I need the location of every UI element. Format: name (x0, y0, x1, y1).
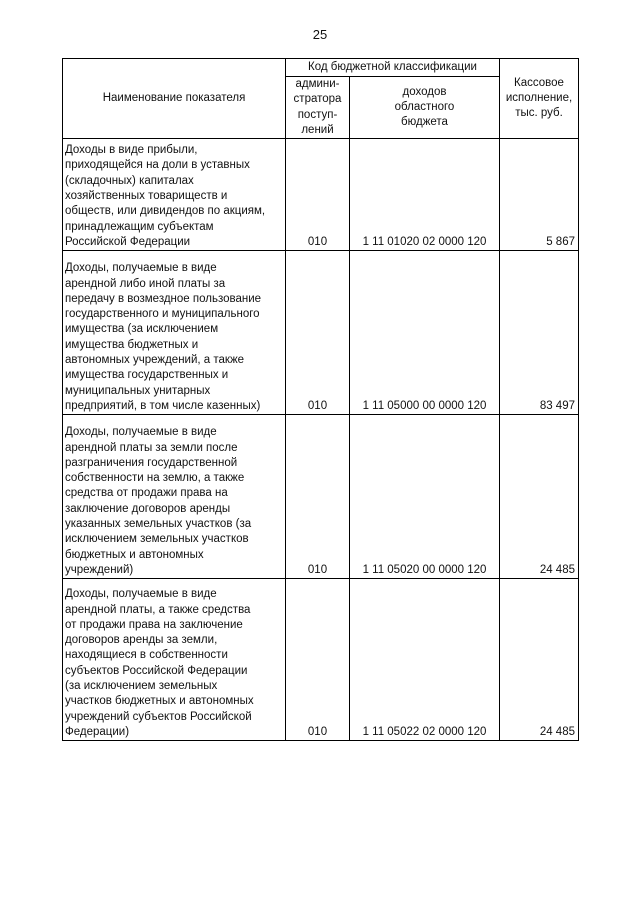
row-name: Доходы, получаемые в виде арендной платы за земли после разграничения государственной собственности на землю, а также средства от продажи права на заключение договоров аренды указанных земельных участков (за исключением земельных участков бюджетных и автономных учреждений) (63, 415, 286, 579)
header-administrator: админи- стратора поступ- лений (286, 77, 350, 139)
row-amount: 5 867 (500, 139, 579, 251)
row-admin-code: 010 (286, 251, 350, 415)
row-name: Доходы в виде прибыли, приходящейся на доли в уставных (складочных) капиталах хозяйственных товариществ и обществ, или дивидендов по акциям, принадлежащим субъектам Российской Федерации (63, 139, 286, 251)
header-indicator-name: Наименование показателя (63, 59, 286, 139)
row-admin-code: 010 (286, 139, 350, 251)
row-name: Доходы, получаемые в виде арендной либо иной платы за передачу в возмездное пользование государственного и муниципального имущества (за исключением имущества бюджетных и автономных учреждений, а также имущества государственных и муниципальных унитарных предприятий, в том числе казенных) (63, 251, 286, 415)
header-revenue-code: доходов областного бюджета (350, 77, 500, 139)
row-revenue-code: 1 11 05022 02 0000 120 (350, 579, 500, 741)
table-row (63, 251, 579, 415)
row-amount: 24 485 (500, 579, 579, 741)
header-cash-execution: Кассовое исполнение, тыс. руб. (500, 59, 579, 139)
row-revenue-code: 1 11 05020 00 0000 120 (350, 415, 500, 579)
table-row (63, 139, 579, 251)
row-admin-code: 010 (286, 579, 350, 741)
table-header-row (63, 59, 579, 77)
page-number: 25 (312, 27, 328, 42)
row-amount: 83 497 (500, 251, 579, 415)
header-budget-classification: Код бюджетной классификации (286, 59, 500, 77)
row-name: Доходы, получаемые в виде арендной платы, а также средства от продажи права на заключение договоров аренды за земли, находящиеся в собственности субъектов Российской Федерации (за исключением земельных участков бюджетных и автономных учреждений субъектов Российской Федерации) (63, 579, 286, 741)
row-amount: 24 485 (500, 415, 579, 579)
table-row (63, 579, 579, 741)
row-revenue-code: 1 11 01020 02 0000 120 (350, 139, 500, 251)
revenue-table (62, 58, 579, 741)
row-revenue-code: 1 11 05000 00 0000 120 (350, 251, 500, 415)
table-row (63, 415, 579, 579)
row-admin-code: 010 (286, 415, 350, 579)
